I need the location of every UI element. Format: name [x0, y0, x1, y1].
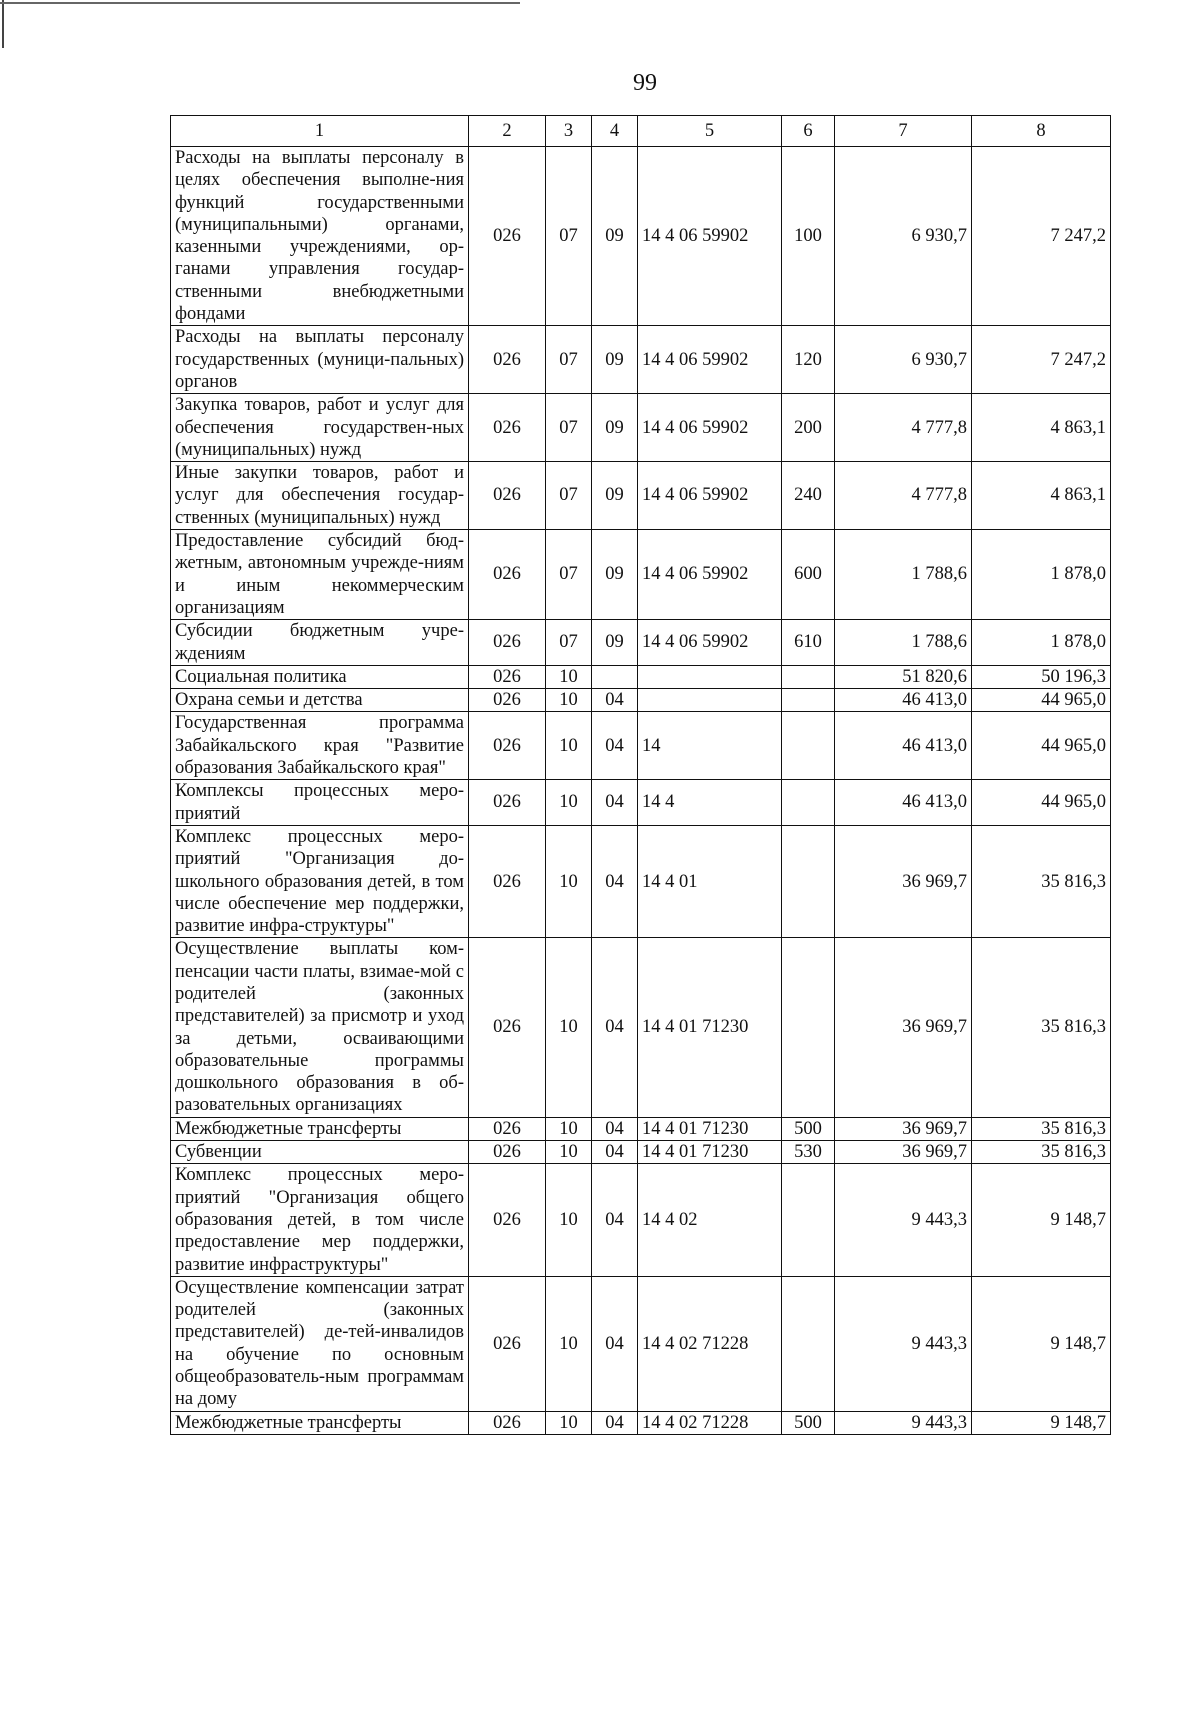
target-article-cell: 14 4 02 71228	[638, 1411, 782, 1434]
target-article-cell: 14 4 06 59902	[638, 620, 782, 666]
header-col-2: 2	[469, 116, 546, 147]
header-col-3: 3	[546, 116, 592, 147]
expense-type-cell	[782, 1164, 835, 1276]
target-article-cell: 14 4 06 59902	[638, 326, 782, 394]
code-cell: 026	[469, 620, 546, 666]
amount-year2-cell: 7 247,2	[972, 326, 1111, 394]
section-cell: 10	[546, 1117, 592, 1140]
expense-type-cell	[782, 712, 835, 780]
amount-year2-cell: 1 878,0	[972, 620, 1111, 666]
scan-edge-mark	[2, 0, 4, 48]
subsection-cell: 04	[592, 938, 638, 1117]
section-cell: 10	[546, 780, 592, 826]
target-article-cell: 14 4 06 59902	[638, 462, 782, 530]
amount-year1-cell: 4 777,8	[835, 394, 972, 462]
table-row	[171, 462, 1111, 530]
table-row	[171, 938, 1111, 1117]
header-col-6: 6	[782, 116, 835, 147]
section-cell: 10	[546, 1141, 592, 1164]
name-cell: Субсидии бюджетным учре-ждениям	[171, 620, 469, 666]
amount-year2-cell: 4 863,1	[972, 462, 1111, 530]
section-cell: 07	[546, 147, 592, 326]
amount-year2-cell: 44 965,0	[972, 712, 1111, 780]
name-cell: Осуществление компенсации затрат родителей (законных представителей) де-тей-инвалидов на обучение по основным общеобразователь-ным программам на дому	[171, 1276, 469, 1411]
code-cell: 026	[469, 938, 546, 1117]
table-row	[171, 825, 1111, 937]
amount-year2-cell: 35 816,3	[972, 825, 1111, 937]
amount-year1-cell: 36 969,7	[835, 1117, 972, 1140]
name-cell: Расходы на выплаты персоналу государственных (муници-пальных) органов	[171, 326, 469, 394]
code-cell: 026	[469, 147, 546, 326]
table-row	[171, 1164, 1111, 1276]
expense-type-cell: 530	[782, 1141, 835, 1164]
amount-year2-cell: 44 965,0	[972, 689, 1111, 712]
amount-year2-cell: 35 816,3	[972, 1141, 1111, 1164]
expense-type-cell	[782, 825, 835, 937]
name-cell: Предоставление субсидий бюд-жетным, автономным учрежде-ниям и иным некоммерческим организациям	[171, 530, 469, 620]
code-cell: 026	[469, 825, 546, 937]
code-cell: 026	[469, 462, 546, 530]
section-cell: 10	[546, 1411, 592, 1434]
section-cell: 10	[546, 1276, 592, 1411]
table-row	[171, 780, 1111, 826]
expense-type-cell	[782, 689, 835, 712]
subsection-cell: 09	[592, 530, 638, 620]
code-cell: 026	[469, 780, 546, 826]
table-row	[171, 1117, 1111, 1140]
amount-year2-cell: 4 863,1	[972, 394, 1111, 462]
amount-year1-cell: 36 969,7	[835, 938, 972, 1117]
target-article-cell: 14 4	[638, 780, 782, 826]
target-article-cell: 14 4 02	[638, 1164, 782, 1276]
expense-type-cell: 200	[782, 394, 835, 462]
section-cell: 07	[546, 326, 592, 394]
amount-year1-cell: 9 443,3	[835, 1276, 972, 1411]
subsection-cell: 09	[592, 394, 638, 462]
table-row	[171, 1411, 1111, 1434]
table-body	[171, 147, 1111, 1435]
subsection-cell	[592, 665, 638, 688]
code-cell: 026	[469, 1164, 546, 1276]
expense-type-cell	[782, 665, 835, 688]
code-cell: 026	[469, 689, 546, 712]
section-cell: 07	[546, 620, 592, 666]
amount-year1-cell: 36 969,7	[835, 825, 972, 937]
code-cell: 026	[469, 326, 546, 394]
name-cell: Межбюджетные трансферты	[171, 1117, 469, 1140]
amount-year2-cell: 7 247,2	[972, 147, 1111, 326]
subsection-cell: 09	[592, 462, 638, 530]
section-cell: 10	[546, 938, 592, 1117]
amount-year2-cell: 44 965,0	[972, 780, 1111, 826]
header-col-7: 7	[835, 116, 972, 147]
amount-year2-cell: 9 148,7	[972, 1276, 1111, 1411]
section-cell: 07	[546, 530, 592, 620]
amount-year1-cell: 51 820,6	[835, 665, 972, 688]
expense-type-cell: 500	[782, 1411, 835, 1434]
amount-year1-cell: 1 788,6	[835, 620, 972, 666]
table-row	[171, 665, 1111, 688]
amount-year1-cell: 6 930,7	[835, 326, 972, 394]
code-cell: 026	[469, 394, 546, 462]
top-scan-rule	[0, 2, 520, 4]
amount-year1-cell: 46 413,0	[835, 780, 972, 826]
amount-year2-cell: 9 148,7	[972, 1411, 1111, 1434]
name-cell: Комплексы процессных меро-приятий	[171, 780, 469, 826]
name-cell: Осуществление выплаты ком-пенсации части платы, взимае-мой с родителей (законных представителей) за присмотр и уход за детьми, осваивающими образовательные программы дошкольного образования в об-разовательных организациях	[171, 938, 469, 1117]
target-article-cell: 14 4 06 59902	[638, 147, 782, 326]
name-cell: Социальная политика	[171, 665, 469, 688]
code-cell: 026	[469, 665, 546, 688]
target-article-cell: 14 4 01 71230	[638, 1141, 782, 1164]
expense-type-cell	[782, 938, 835, 1117]
header-col-1: 1	[171, 116, 469, 147]
table-row	[171, 1276, 1111, 1411]
table-row	[171, 147, 1111, 326]
target-article-cell: 14 4 02 71228	[638, 1276, 782, 1411]
subsection-cell: 04	[592, 825, 638, 937]
name-cell: Межбюджетные трансферты	[171, 1411, 469, 1434]
target-article-cell: 14 4 01	[638, 825, 782, 937]
subsection-cell: 04	[592, 1117, 638, 1140]
name-cell: Субвенции	[171, 1141, 469, 1164]
subsection-cell: 04	[592, 780, 638, 826]
name-cell: Закупка товаров, работ и услуг для обеспечения государствен-ных (муниципальных) нужд	[171, 394, 469, 462]
name-cell: Комплекс процессных меро-приятий "Организация общего образования детей, в том числе предоставление мер поддержки, развитие инфраструктуры"	[171, 1164, 469, 1276]
target-article-cell: 14 4 06 59902	[638, 530, 782, 620]
code-cell: 026	[469, 1411, 546, 1434]
amount-year1-cell: 6 930,7	[835, 147, 972, 326]
section-cell: 10	[546, 689, 592, 712]
table-row	[171, 326, 1111, 394]
code-cell: 026	[469, 1141, 546, 1164]
amount-year1-cell: 4 777,8	[835, 462, 972, 530]
code-cell: 026	[469, 530, 546, 620]
target-article-cell	[638, 689, 782, 712]
amount-year2-cell: 9 148,7	[972, 1164, 1111, 1276]
section-cell: 07	[546, 394, 592, 462]
name-cell: Расходы на выплаты персоналу в целях обеспечения выполне-ния функций государственными (муниципальными) органами, казенными учреждениями, ор-ганами управления государ-ственными внебюджетными фондами	[171, 147, 469, 326]
expense-type-cell: 240	[782, 462, 835, 530]
expense-type-cell: 100	[782, 147, 835, 326]
subsection-cell: 04	[592, 712, 638, 780]
table-row	[171, 530, 1111, 620]
table-row	[171, 712, 1111, 780]
budget-table	[170, 115, 1111, 1435]
expense-type-cell	[782, 1276, 835, 1411]
page-number: 99	[633, 70, 657, 96]
amount-year1-cell: 1 788,6	[835, 530, 972, 620]
table-row	[171, 689, 1111, 712]
table-row	[171, 394, 1111, 462]
subsection-cell: 04	[592, 1141, 638, 1164]
amount-year1-cell: 46 413,0	[835, 689, 972, 712]
section-cell: 10	[546, 665, 592, 688]
subsection-cell: 09	[592, 326, 638, 394]
amount-year1-cell: 9 443,3	[835, 1411, 972, 1434]
expense-type-cell	[782, 780, 835, 826]
name-cell: Государственная программа Забайкальского края "Развитие образования Забайкальского края"	[171, 712, 469, 780]
subsection-cell: 04	[592, 1276, 638, 1411]
code-cell: 026	[469, 712, 546, 780]
code-cell: 026	[469, 1117, 546, 1140]
amount-year1-cell: 36 969,7	[835, 1141, 972, 1164]
amount-year2-cell: 35 816,3	[972, 1117, 1111, 1140]
target-article-cell: 14 4 01 71230	[638, 938, 782, 1117]
code-cell: 026	[469, 1276, 546, 1411]
amount-year1-cell: 46 413,0	[835, 712, 972, 780]
subsection-cell: 04	[592, 1411, 638, 1434]
target-article-cell	[638, 665, 782, 688]
expense-type-cell: 500	[782, 1117, 835, 1140]
target-article-cell: 14 4 01 71230	[638, 1117, 782, 1140]
subsection-cell: 09	[592, 147, 638, 326]
amount-year1-cell: 9 443,3	[835, 1164, 972, 1276]
amount-year2-cell: 1 878,0	[972, 530, 1111, 620]
section-cell: 10	[546, 825, 592, 937]
target-article-cell: 14 4 06 59902	[638, 394, 782, 462]
header-col-8: 8	[972, 116, 1111, 147]
expense-type-cell: 600	[782, 530, 835, 620]
header-col-4: 4	[592, 116, 638, 147]
subsection-cell: 09	[592, 620, 638, 666]
expense-type-cell: 120	[782, 326, 835, 394]
expense-type-cell: 610	[782, 620, 835, 666]
header-row	[171, 116, 1111, 147]
section-cell: 10	[546, 712, 592, 780]
name-cell: Комплекс процессных меро-приятий "Организация до-школьного образования детей, в том числе обеспечение мер поддержки, развитие инфра-структуры"	[171, 825, 469, 937]
table-row	[171, 620, 1111, 666]
amount-year2-cell: 35 816,3	[972, 938, 1111, 1117]
name-cell: Иные закупки товаров, работ и услуг для обеспечения государ-ственных (муниципальных) нужд	[171, 462, 469, 530]
table-row	[171, 1141, 1111, 1164]
target-article-cell: 14	[638, 712, 782, 780]
amount-year2-cell: 50 196,3	[972, 665, 1111, 688]
subsection-cell: 04	[592, 1164, 638, 1276]
section-cell: 10	[546, 1164, 592, 1276]
subsection-cell: 04	[592, 689, 638, 712]
name-cell: Охрана семьи и детства	[171, 689, 469, 712]
section-cell: 07	[546, 462, 592, 530]
header-col-5: 5	[638, 116, 782, 147]
